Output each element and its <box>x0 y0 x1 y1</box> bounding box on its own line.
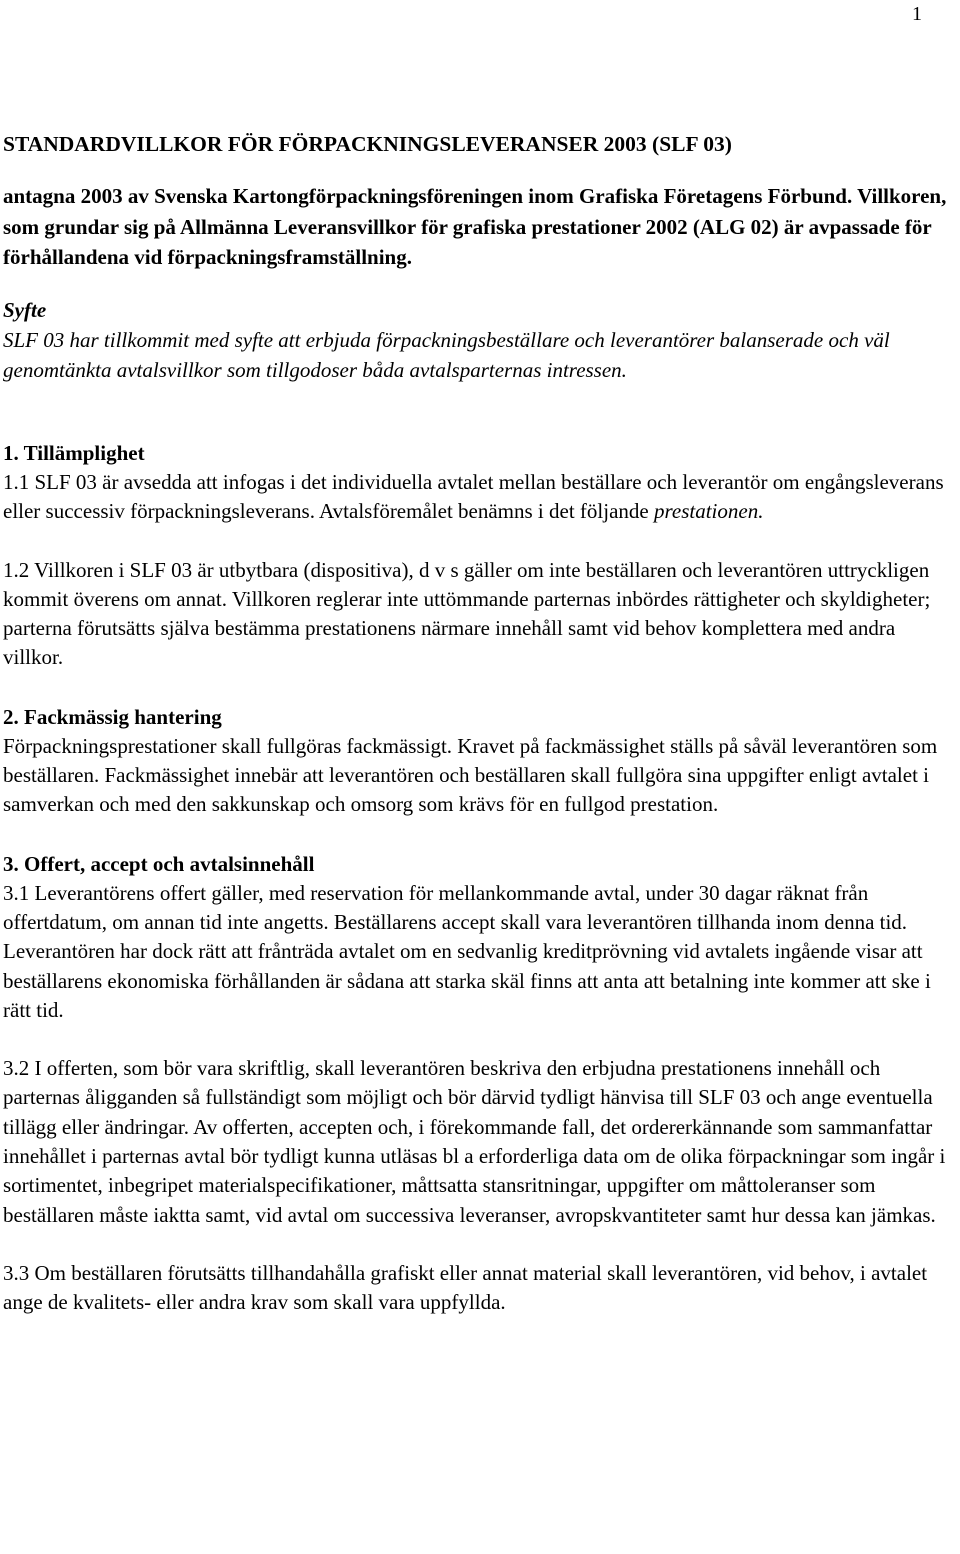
section-3 <box>3 849 958 1318</box>
paragraph-3-2: 3.2 I offerten, som bör vara skriftlig, skall leverantören beskriva den erbjudna prestationens innehåll och parternas åligganden så fullständigt som möjligt och bör därvid tydligt hänvisa till SLF 03 och ange eventuella tillägg eller ändringar. Av offerten, accepten och, i förekommande fall, det ordererkännande som sammanfattar innehållet i parternas avtal bör tydligt kunna utläsas bl a erforderliga data om de olika förpackningar som ingår i sortimentet, inbegripet materialspecifikationer, måttsatta stansritningar, uppgifter om måttoleranser som beställaren måste iaktta samt, vid avtal om successiva leveranser, avropskvantiteter samt hur dessa kan jämkas. <box>3 1056 946 1227</box>
section-1 <box>3 438 958 673</box>
paragraph-text: 1.1 SLF 03 är avsedda att infogas i det individuella avtalet mellan beställare och leverantör om engångsleverans eller successiv förpackningsleverans. Avtalsföremålet benämns i det följande <box>3 469 944 524</box>
paragraph-1-1 <box>3 468 958 527</box>
syfte-text: SLF 03 har tillkommit med syfte att erbjuda förpackningsbeställare och leverantörer balanserade och väl genomtänkta avtalsvillkor som tillgodoser båda avtalsparternas intressen. <box>3 327 890 383</box>
section-heading: 3. Offert, accept och avtalsinnehåll <box>3 851 315 876</box>
intro-paragraph: antagna 2003 av Svenska Kartongförpackningsföreningen inom Grafiska Företagens Förbund. Villkoren, som grundar sig på Allmänna Leveransvillkor för grafiska prestationer 2002 (ALG 02) är avpassade för förhållandena vid förpackningsframställning. <box>3 184 947 270</box>
paragraph-3-1: 3.1 Leverantörens offert gäller, med reservation för mellankommande avtal, under 30 dagar räknat från offertdatum, om annan tid inte angetts. Beställarens accept skall vara leverantören tillhanda inom denna tid. Leverantören har dock rätt att frånträda avtalet om en sedvanlig kreditprövning vid avtalets ingående visar att beställarens ekonomiska förhållanden är sådana att starka skäl finns att anta att betalning inte kommer att ske i rätt tid. <box>3 880 931 1022</box>
document-body <box>3 129 958 1347</box>
paragraph-2: Förpackningsprestationer skall fullgöras fackmässigt. Kravet på fackmässighet ställs på såväl leverantören som beställaren. Fackmässighet innebär att leverantören och beställaren skall fullgöra sina uppgifter enligt avtalet i samverkan och med den sakkunskap och omsorg som krävs för en fullgod prestation. <box>3 733 938 817</box>
syfte-heading: Syfte <box>3 297 47 322</box>
section-2 <box>3 702 958 820</box>
paragraph-3-3: 3.3 Om beställaren förutsätts tillhandahålla grafiskt eller annat material skall leverantören, vid behov, i avtalet ange de kvalitets- eller andra krav som skall vara uppfyllda. <box>3 1260 928 1315</box>
paragraph-1-2: 1.2 Villkoren i SLF 03 är utbytbara (dispositiva), d v s gäller om inte beställaren och leverantören uttryckligen kommit överens om annat. Villkoren reglerar inte uttömmande parternas inbördes rättigheter och skyldigheter; parterna förutsätts själva bestämma prestationens närmare innehåll samt vid behov komplettera med andra villkor. <box>3 557 931 670</box>
syfte-block <box>3 295 958 386</box>
section-heading: 2. Fackmässig hantering <box>3 704 222 729</box>
document-title: STANDARDVILLKOR FÖR FÖRPACKNINGSLEVERANSER 2003 (SLF 03) <box>3 132 732 156</box>
page-number: 1 <box>912 3 922 25</box>
defined-term: prestationen. <box>653 499 764 524</box>
section-heading: 1. Tillämplighet <box>3 440 145 465</box>
